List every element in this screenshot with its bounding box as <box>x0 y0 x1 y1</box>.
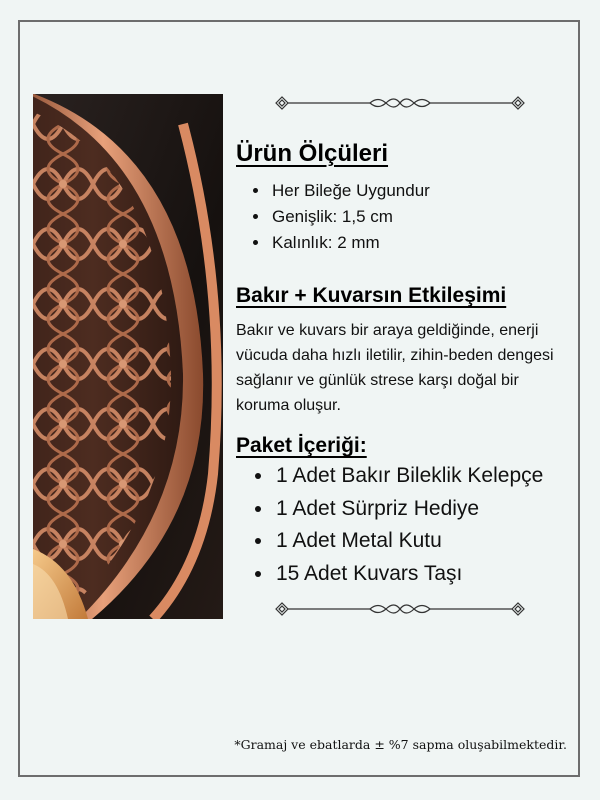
list-item: • 1 Adet Metal Kutu <box>274 525 543 558</box>
list-item: • Genişlik: 1,5 cm <box>270 204 430 230</box>
ornamental-divider-bottom <box>274 599 526 619</box>
interaction-heading: Bakır + Kuvarsın Etkileşimi <box>236 284 507 307</box>
copper-bracelet-photo <box>33 94 223 619</box>
list-item: • 15 Adet Kuvars Taşı <box>274 558 543 591</box>
list-item: • 1 Adet Bakır Bileklik Kelepçe <box>274 460 543 493</box>
ornamental-divider-top <box>274 93 526 113</box>
list-item: • Kalınlık: 2 mm <box>270 230 430 256</box>
package-list <box>236 460 543 590</box>
list-item: • 1 Adet Sürpriz Hediye <box>274 493 543 526</box>
measurements-heading: Ürün Ölçüleri <box>236 140 389 167</box>
measurements-list <box>236 178 430 256</box>
interaction-text: Bakır ve kuvars bir araya geldiğinde, enerji vücuda daha hızlı iletilir, zihin-beden dengesi sağlanır ve günlük strese karşı doğal bir koruma oluşur. <box>236 322 554 414</box>
package-heading: Paket İçeriği: <box>236 434 367 457</box>
footnote: *Gramaj ve ebatlarda ± %7 sapma oluşabilmektedir. <box>234 737 567 752</box>
list-item: • Her Bileğe Uygundur <box>270 178 430 204</box>
